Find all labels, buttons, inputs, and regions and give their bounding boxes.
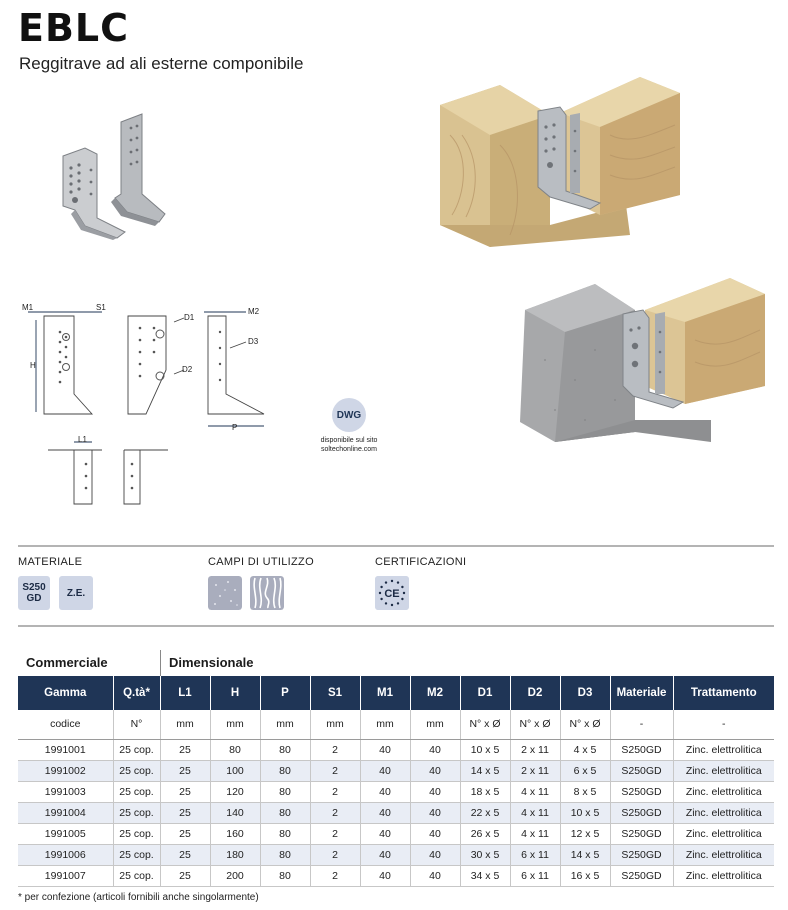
table-cell: 40: [410, 823, 460, 844]
table-cell: 80: [210, 739, 260, 760]
col-header-gamma: Gamma: [18, 676, 113, 710]
table-cell: 1991002: [18, 760, 113, 781]
section-divider-bottom: [18, 625, 774, 627]
table-cell: 4 x 11: [510, 802, 560, 823]
table-cell: 40: [360, 865, 410, 886]
table-row: [18, 844, 774, 865]
certificazioni-label: CERTIFICAZIONI: [375, 556, 467, 568]
table-cell: 25: [160, 844, 210, 865]
dim-label-h: H: [30, 361, 36, 370]
table-cell: 2: [310, 865, 360, 886]
table-cell: 25 cop.: [113, 802, 160, 823]
table-cell: 25 cop.: [113, 760, 160, 781]
concrete-beam-image: [515, 270, 775, 450]
page-subtitle: Reggitrave ad ali esterne componibile: [19, 54, 304, 73]
group-header-commerciale: Commerciale: [26, 655, 108, 670]
unit-cell: N° x Ø: [460, 710, 510, 739]
table-cell: 34 x 5: [460, 865, 510, 886]
table-cell: 4 x 11: [510, 781, 560, 802]
dim-label-d1: D1: [184, 313, 195, 322]
group-header-dimensionale: Dimensionale: [169, 655, 254, 670]
table-cell: 80: [260, 865, 310, 886]
table-row: [18, 823, 774, 844]
table-cell: 2: [310, 802, 360, 823]
table-cell: 160: [210, 823, 260, 844]
col-header-l1: L1: [160, 676, 210, 710]
table-cell: 25 cop.: [113, 865, 160, 886]
technical-drawing: [18, 298, 278, 510]
wood-grain-icon: [250, 576, 284, 610]
table-cell: 1991004: [18, 802, 113, 823]
table-cell: 80: [260, 781, 310, 802]
table-cell: S250GD: [610, 739, 673, 760]
col-header-d1: D1: [460, 676, 510, 710]
dim-label-p: P: [232, 423, 238, 432]
table-row: [18, 865, 774, 886]
col-header-d3: D3: [560, 676, 610, 710]
table-cell: Zinc. elettrolitica: [673, 802, 774, 823]
table-cell: 12 x 5: [560, 823, 610, 844]
table-cell: S250GD: [610, 802, 673, 823]
table-cell: Zinc. elettrolitica: [673, 865, 774, 886]
table-row: [18, 802, 774, 823]
unit-cell: codice: [18, 710, 113, 739]
table-cell: S250GD: [610, 865, 673, 886]
table-cell: 25 cop.: [113, 823, 160, 844]
table-cell: Zinc. elettrolitica: [673, 781, 774, 802]
table-cell: 10 x 5: [460, 739, 510, 760]
table-cell: 8 x 5: [560, 781, 610, 802]
unit-cell: N°: [113, 710, 160, 739]
timber-beam-image: [430, 75, 690, 255]
table-cell: 26 x 5: [460, 823, 510, 844]
col-header-p: P: [260, 676, 310, 710]
dim-label-m1: M1: [22, 303, 34, 312]
dwg-note: disponibile sul sito soltechonline.com: [320, 437, 378, 453]
table-cell: S250GD: [610, 781, 673, 802]
table-cell: 40: [360, 760, 410, 781]
table-cell: 4 x 5: [560, 739, 610, 760]
table-cell: 2: [310, 781, 360, 802]
table-cell: 40: [410, 760, 460, 781]
table-cell: 14 x 5: [560, 844, 610, 865]
table-cell: 16 x 5: [560, 865, 610, 886]
table-cell: 6 x 5: [560, 760, 610, 781]
table-cell: S250GD: [610, 844, 673, 865]
col-header-qta: Q.tà*: [113, 676, 160, 710]
table-row: [18, 739, 774, 760]
unit-cell: mm: [210, 710, 260, 739]
table-cell: Zinc. elettrolitica: [673, 760, 774, 781]
table-cell: 40: [410, 802, 460, 823]
col-header-d2: D2: [510, 676, 560, 710]
table-cell: 40: [410, 739, 460, 760]
table-cell: 25 cop.: [113, 739, 160, 760]
material-badge-s250gd: S250 GD: [18, 576, 50, 610]
units-row: [18, 710, 774, 739]
unit-cell: -: [673, 710, 774, 739]
table-cell: 1991001: [18, 739, 113, 760]
table-cell: 2: [310, 760, 360, 781]
table-cell: 40: [410, 781, 460, 802]
page-title: EBLC: [18, 6, 130, 50]
campi-label: CAMPI DI UTILIZZO: [208, 556, 314, 568]
col-header-materiale: Materiale: [610, 676, 673, 710]
table-cell: 40: [360, 844, 410, 865]
svg-text:CE: CE: [384, 588, 400, 600]
table-cell: 80: [260, 739, 310, 760]
unit-cell: mm: [360, 710, 410, 739]
table-row: [18, 760, 774, 781]
table-cell: 80: [260, 802, 310, 823]
table-cell: 2 x 11: [510, 739, 560, 760]
unit-cell: N° x Ø: [560, 710, 610, 739]
table-cell: 40: [410, 865, 460, 886]
table-cell: 1991006: [18, 844, 113, 865]
table-cell: 40: [410, 844, 460, 865]
ce-mark-icon: [375, 576, 409, 610]
unit-cell: mm: [410, 710, 460, 739]
table-cell: 25: [160, 781, 210, 802]
table-cell: 40: [360, 802, 410, 823]
table-cell: 80: [260, 823, 310, 844]
table-cell: 30 x 5: [460, 844, 510, 865]
table-cell: Zinc. elettrolitica: [673, 739, 774, 760]
table-cell: S250GD: [610, 760, 673, 781]
col-header-m2: M2: [410, 676, 460, 710]
table-cell: 25: [160, 865, 210, 886]
table-cell: 2: [310, 844, 360, 865]
table-cell: 2: [310, 823, 360, 844]
table-cell: 140: [210, 802, 260, 823]
materiale-label: MATERIALE: [18, 556, 83, 568]
table-cell: 200: [210, 865, 260, 886]
table-cell: 4 x 11: [510, 823, 560, 844]
table-cell: 180: [210, 844, 260, 865]
table-cell: 2 x 11: [510, 760, 560, 781]
table-header-row: [18, 676, 774, 710]
table-cell: 40: [360, 739, 410, 760]
bracket-product-image: [55, 110, 170, 240]
col-header-s1: S1: [310, 676, 360, 710]
table-cell: 25: [160, 802, 210, 823]
dim-label-d2: D2: [182, 365, 193, 374]
table-cell: 80: [260, 760, 310, 781]
unit-cell: mm: [160, 710, 210, 739]
table-row: [18, 781, 774, 802]
table-cell: S250GD: [610, 823, 673, 844]
table-cell: 25 cop.: [113, 781, 160, 802]
col-header-m1: M1: [360, 676, 410, 710]
dim-label-s1: S1: [96, 303, 106, 312]
section-divider-top: [18, 545, 774, 547]
table-cell: 1991003: [18, 781, 113, 802]
table-cell: 80: [260, 844, 310, 865]
concrete-icon: [208, 576, 242, 610]
table-cell: 25: [160, 760, 210, 781]
specification-table: [18, 676, 774, 887]
unit-cell: -: [610, 710, 673, 739]
group-separator: [160, 650, 161, 676]
unit-cell: mm: [310, 710, 360, 739]
table-cell: 1991005: [18, 823, 113, 844]
table-cell: Zinc. elettrolitica: [673, 823, 774, 844]
table-cell: Zinc. elettrolitica: [673, 844, 774, 865]
material-badge-ze: Z.E.: [59, 576, 93, 610]
dim-label-m2: M2: [248, 307, 260, 316]
table-cell: 25 cop.: [113, 844, 160, 865]
table-cell: 100: [210, 760, 260, 781]
table-cell: 25: [160, 739, 210, 760]
table-cell: 18 x 5: [460, 781, 510, 802]
dim-label-d3: D3: [248, 337, 259, 346]
col-header-trattamento: Trattamento: [673, 676, 774, 710]
table-cell: 40: [360, 823, 410, 844]
table-cell: 2: [310, 739, 360, 760]
unit-cell: N° x Ø: [510, 710, 560, 739]
table-cell: 40: [360, 781, 410, 802]
table-cell: 25: [160, 823, 210, 844]
table-footnote: * per confezione (articoli fornibili anche singolarmente): [18, 892, 259, 903]
table-cell: 1991007: [18, 865, 113, 886]
dim-label-l1: L1: [78, 435, 87, 444]
dwg-download-badge[interactable]: DWG: [332, 398, 366, 432]
table-cell: 22 x 5: [460, 802, 510, 823]
table-cell: 10 x 5: [560, 802, 610, 823]
table-cell: 14 x 5: [460, 760, 510, 781]
table-cell: 6 x 11: [510, 844, 560, 865]
col-header-h: H: [210, 676, 260, 710]
table-cell: 6 x 11: [510, 865, 560, 886]
table-cell: 120: [210, 781, 260, 802]
unit-cell: mm: [260, 710, 310, 739]
